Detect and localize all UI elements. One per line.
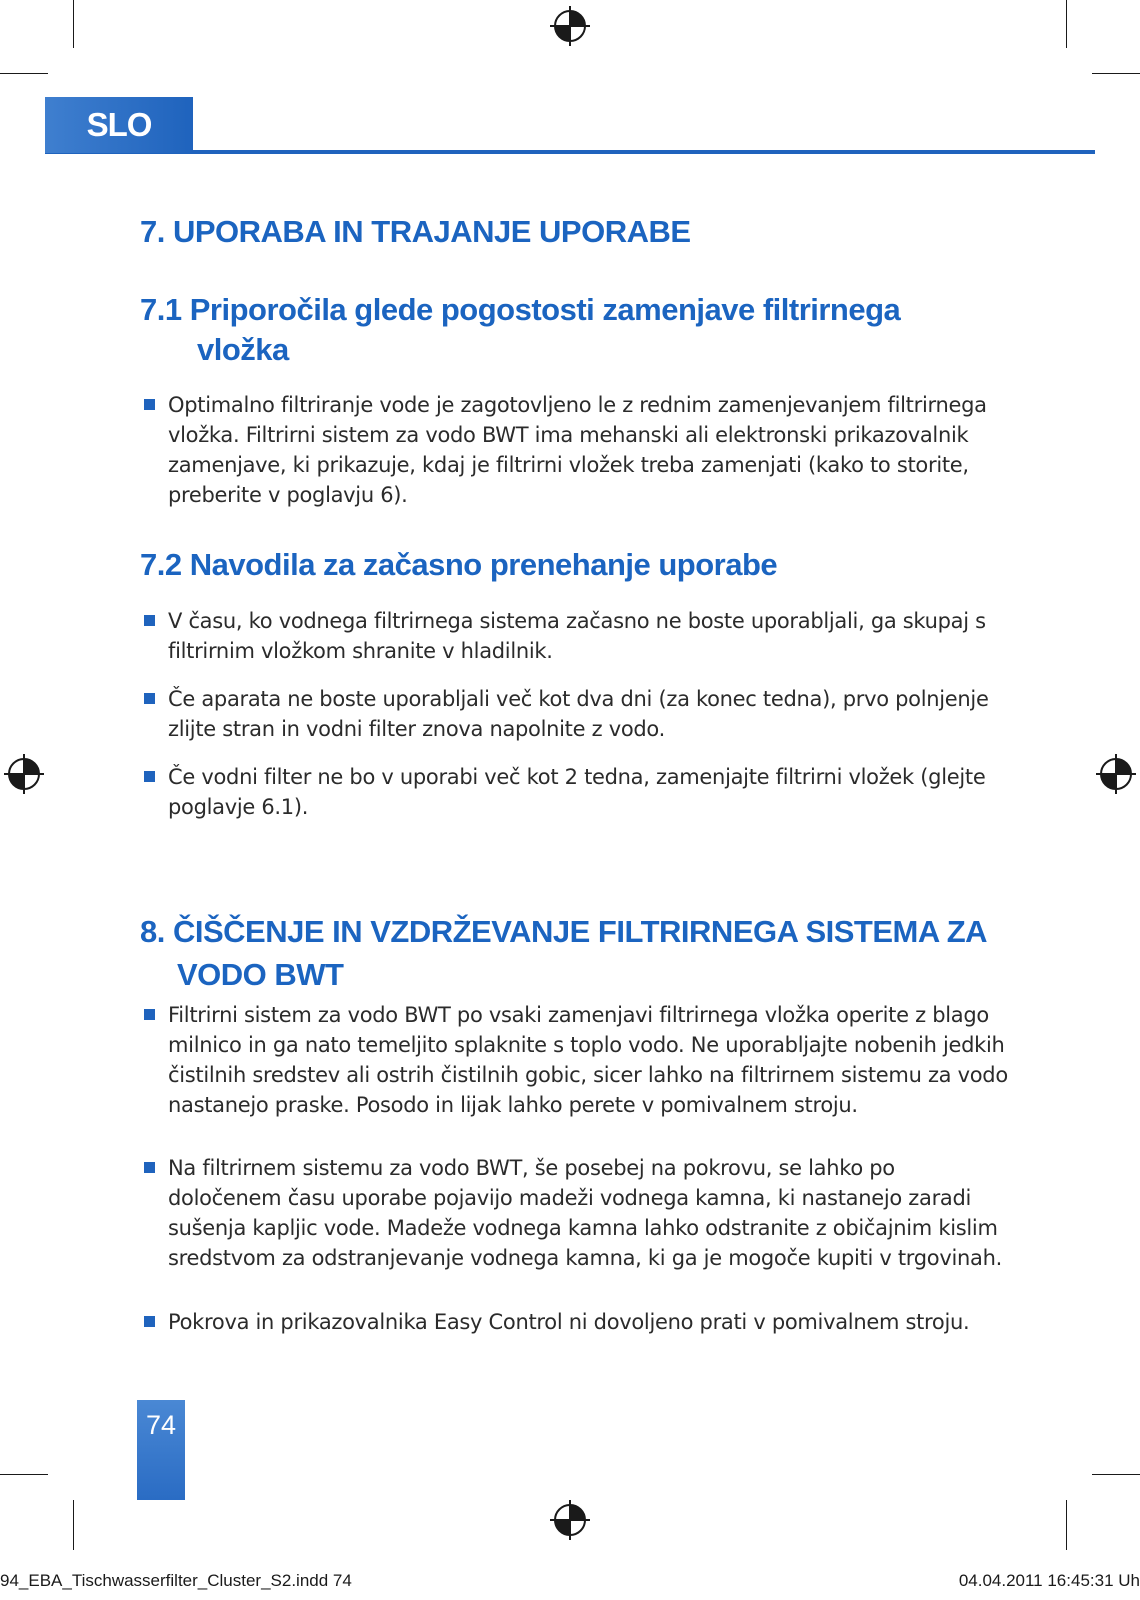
registration-mark-icon	[550, 6, 590, 46]
bullet-square-icon	[144, 1009, 155, 1020]
section-7-2-number: 7.2	[140, 547, 182, 582]
section-8-title	[140, 910, 1040, 996]
section-7-title: 7. UPORABA IN TRAJANJE UPORABE	[140, 214, 691, 249]
section-7-1-title-line2: vložka	[197, 332, 289, 367]
language-tab: SLO	[45, 97, 193, 153]
bullet-square-icon	[144, 1316, 155, 1327]
list-item: Filtrirni sistem za vodo BWT po vsaki zamenjavi filtrirnega vložka operite z blago milnico in ga nato temeljito splaknite s toplo vodo. Ne uporabljajte nobenih jedkih čistilnih sredstev ali ostrih čistilnih gobic, sicer lahko na filtrirnem sistemu za vodo nastanejo praske. Posodo in lijak lahko perete v pomivalnem stroju.	[144, 1000, 1014, 1120]
section-7-2-title-text: Navodila za začasno prenehanje uporabe	[189, 547, 778, 582]
crop-mark	[0, 73, 48, 74]
page-number: 74	[145, 1410, 177, 1440]
list-item: Pokrova in prikazovalnika Easy Control ni dovoljeno prati v pomivalnem stroju.	[144, 1307, 1014, 1337]
bullet-square-icon	[144, 1162, 155, 1173]
section-8-title-line2: VODO BWT	[177, 957, 344, 992]
list-item: Optimalno filtriranje vode je zagotovljeno le z rednim zamenjevanjem filtrirnega vložka. Filtrirni sistem za vodo BWT ima mehanski ali elektronski prikazovalnik zamenjave, ki prikazuje, kdaj je filtrirni vložek treba zamenjati (kako to storite, preberite v poglavju 6).	[144, 390, 1014, 510]
registration-mark-icon	[1096, 754, 1136, 794]
footer-file-slug: 94_EBA_Tischwasserfilter_Cluster_S2.indd 74	[0, 1571, 352, 1590]
crop-mark	[1066, 0, 1067, 48]
crop-mark	[0, 1474, 48, 1475]
registration-mark-icon	[550, 1500, 590, 1540]
crop-mark	[1066, 1500, 1067, 1550]
bullet-square-icon	[144, 771, 155, 782]
list-item: V času, ko vodnega filtrirnega sistema začasno ne boste uporabljali, ga skupaj s filtrirnim vložkom shranite v hladilnik.	[144, 606, 1014, 666]
crop-mark	[73, 0, 74, 48]
section-7-1-title	[140, 290, 1020, 370]
header-rule	[45, 150, 1095, 154]
crop-mark	[1092, 1474, 1140, 1475]
section-7-2-title	[140, 545, 1020, 585]
section-8-title-line1: 8. ČIŠČENJE IN VZDRŽEVANJE FILTRIRNEGA SISTEMA ZA	[140, 914, 988, 949]
list-item: Če aparata ne boste uporabljali več kot dva dni (za konec tedna), prvo polnjenje zlijte stran in vodni filter znova napolnite z vodo.	[144, 684, 1014, 744]
list-item: Na filtrirnem sistemu za vodo BWT, še posebej na pokrovu, se lahko po določenem času uporabe pojavijo madeži vodnega kamna, ki nastanejo zaradi sušenja kapljic vode. Madeže vodnega kamna lahko odstranite z običajnim kislim sredstvom za odstranjevanje vodnega kamna, ki ga je mogoče kupiti v trgovinah.	[144, 1153, 1014, 1273]
bullet-square-icon	[144, 615, 155, 626]
section-7-1-number: 7.1	[140, 292, 182, 327]
bullet-square-icon	[144, 399, 155, 410]
registration-mark-icon	[4, 754, 44, 794]
footer-timestamp: 04.04.2011 16:45:31 Uh	[958, 1571, 1140, 1590]
section-7-1-title-line1: Priporočila glede pogostosti zamenjave filtrirnega	[189, 292, 901, 327]
crop-mark	[73, 1500, 74, 1550]
list-item: Če vodni filter ne bo v uporabi več kot 2 tedna, zamenjajte filtrirni vložek (glejte poglavje 6.1).	[144, 762, 1014, 822]
crop-mark	[1092, 73, 1140, 74]
bullet-square-icon	[144, 693, 155, 704]
